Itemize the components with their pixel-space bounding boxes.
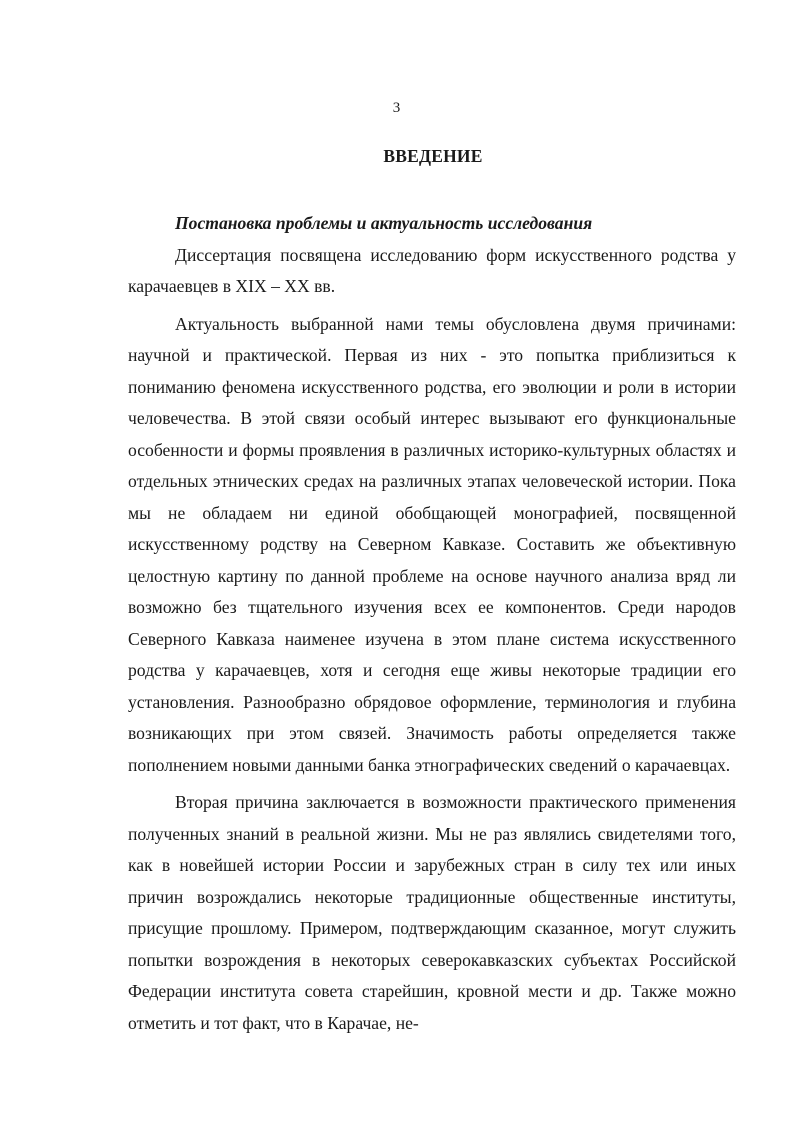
section-heading: Постановка проблемы и актуальность исследования [175, 213, 593, 233]
paragraph-3: Вторая причина заключается в возможности практического применения полученных знаний в реальной жизни. Мы не раз являлись свидетелями того, как в новейшей истории России и зарубежных стран в силу тех или иных причин возрождались некоторые традиционные общественные институты, присущие прошлому. Примером, подтверждающим сказанное, могут служить попытки возрождения в некоторых северокавказских субъектах Российской Федерации института совета старейшин, кровной мести и др. Также можно отметить и тот факт, что в Карачае, не- [128, 792, 736, 1033]
paragraph-1: Диссертация посвящена исследованию форм искусственного родства у карачаевцев в XIX – XX вв. [128, 244, 736, 296]
chapter-title: ВВЕДЕНИЕ [383, 146, 483, 166]
body-text [128, 208, 736, 1039]
page-number: 3 [392, 100, 401, 116]
paragraph-2: Актуальность выбранной нами темы обусловлена двумя причинами: научной и практической. Первая из них - это попытка приблизиться к пониманию феномена искусственного родства, его эволюции и роли в истории человечества. В этой связи особый интерес вызывают его функциональные особенности и формы проявления в различных историко-культурных областях и отдельных этнических средах на различных этапах человеческой истории. Пока мы не обладаем ни единой обобщающей монографией, посвященной искусственному родству на Северном Кавказе. Составить же объективную целостную картину по данной проблеме на основе научного анализа вряд ли возможно без тщательного изучения всех ее компонентов. Среди народов Северного Кавказа наименее изучена в этом плане система искусственного родства у карачаевцев, хотя и сегодня еще живы некоторые традиции его установления. Разнообразно обрядовое оформление, терминология и глубина возникающих при этом связей. Значимость работы определяется также пополнением новыми данными банка этнографических сведений о карачаевцах. [128, 313, 736, 775]
